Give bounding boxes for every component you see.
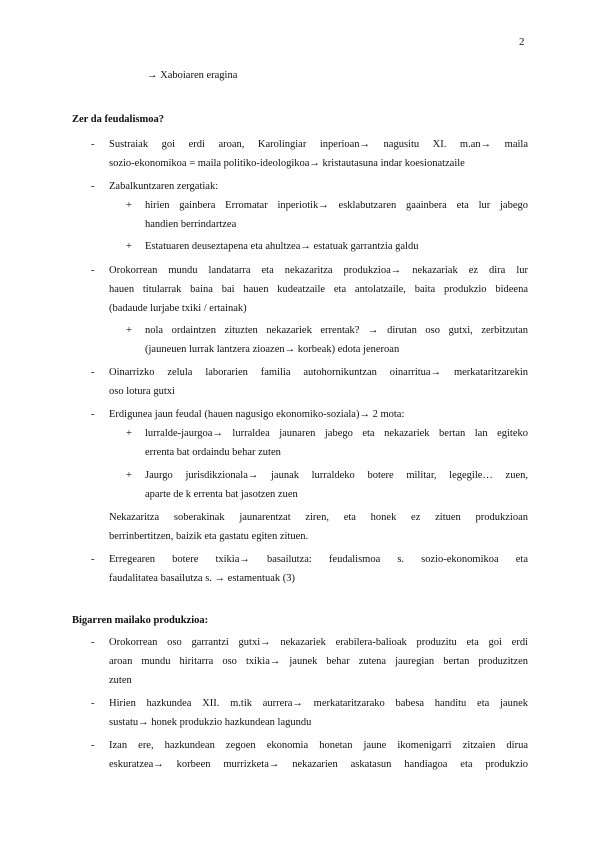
s1-b4-line1: Oinarrizko zelula laborarien familia autohornikuntzan oinarritua→ merkataritzarekin: [109, 367, 528, 378]
s1-b6-line2: faudalitatea basailutza s. → estamentuak (3): [109, 573, 296, 584]
dash-marker: -: [91, 139, 95, 150]
dash-marker: -: [91, 637, 95, 648]
page-number: 2: [519, 36, 525, 48]
s1-b3-line3: (badaude lurjabe txiki / ertainak): [109, 303, 247, 314]
plus-marker: +: [126, 325, 132, 336]
s1-b5s2-line2: aparte de k errenta bat jasotzen zuen: [145, 489, 298, 500]
dash-marker: -: [91, 265, 95, 276]
plus-marker: +: [126, 200, 132, 211]
dash-marker: -: [91, 698, 95, 709]
s1-b1-line2: sozio-ekonomikoa = maila politiko-ideologikoa→ kristautasuna indar koesionatzaile: [109, 158, 465, 169]
s2-b1-line3: zuten: [109, 675, 132, 686]
s1-para-line2: berrinbertitzen, baizik eta gastatu egiten zituen.: [109, 531, 309, 542]
s2-b3-line2: eskuratzea→ korbeen murrizketa→ nekazarien askatasun handiagoa eta produkzio: [109, 759, 528, 770]
s1-b3-line1: Orokorrean mundu landatarra eta nekazaritza produkzioa→ nekazariak ez dira lur: [109, 265, 528, 276]
s1-b2: Zabalkuntzaren zergatiak:: [109, 181, 219, 192]
s1-b3-line2: hauen titularrak baina bai hauen kudeatzaile eta antolatzaile, baita produkzio bideena: [109, 284, 528, 295]
s1-b3s1-line2: (jauneuen lurrak lantzera zioazen→ korbeak) edota jeneroan: [145, 344, 400, 355]
s1-para-line1: Nekazaritza soberakinak jaunarentzat ziren, eta honek ez zituen produkzioan: [109, 512, 528, 523]
s1-b4-line2: oso lotura gutxi: [109, 386, 175, 397]
s2-b2-line2: sustatu→ honek produkzio hazkundean lagundu: [109, 717, 312, 728]
s2-b3-line1: Izan ere, hazkundean zegoen ekonomia honetan jaune ikomenigarri zitzaien dirua: [109, 740, 528, 751]
s2-b1-line1: Orokorrean oso garrantzi gutxi→ nekazariek erabilera-balioak produzitu eta goi erdi: [109, 637, 528, 648]
s1-b5s1-line2: errenta bat ordaindu behar zuten: [145, 447, 281, 458]
s1-b2s1-line2: handien berrindartzea: [145, 219, 237, 230]
plus-marker: +: [126, 241, 132, 252]
dash-marker: -: [91, 554, 95, 565]
s2-b2-line1: Hirien hazkundea XII. m.tik aurrera→ merkataritzarako babesa handitu eta jaunek: [109, 698, 528, 709]
s1-b2s2: Estatuaren deuseztapena eta ahultzea→ estatuak garrantzia galdu: [145, 241, 419, 252]
s1-b5s1-line1: lurralde-jaurgoa→ lurraldea jaunaren jabego eta nekazariek bertan lan egiteko: [145, 428, 528, 439]
plus-marker: +: [126, 428, 132, 439]
dash-marker: -: [91, 181, 95, 192]
dash-marker: -: [91, 409, 95, 420]
dash-marker: -: [91, 740, 95, 751]
dash-marker: -: [91, 367, 95, 378]
s1-b1-line1: Sustraiak goi erdi aroan, Karolingiar inperioan→ nagusitu XI. m.an→ maila: [109, 139, 528, 150]
intro-line: → Xaboiaren eragina: [147, 70, 238, 81]
section1-title: Zer da feudalismoa?: [72, 114, 164, 125]
section2-title: Bigarren mailako produkzioa:: [72, 615, 209, 626]
plus-marker: +: [126, 470, 132, 481]
s1-b3s1-line1: nola ordaintzen zituzten nekazariek errentak? → dirutan oso gutxi, zerbitzutan: [145, 325, 528, 336]
s1-b5: Erdigunea jaun feudal (hauen nagusigo ekonomiko-soziala)→ 2 mota:: [109, 409, 405, 420]
s1-b2s1-line1: hirien gainbera Erromatar inperiotik→ esklabutzaren gaainbera eta lur jabego: [145, 200, 528, 211]
s2-b1-line2: aroan mundu hiritarra oso txikia→ jaunek behar zutena jauregian bertan produzitzen: [109, 656, 528, 667]
s1-b5s2-line1: Jaurgo jurisdikzionala→ jaunak lurraldeko botere militar, legegile… zuen,: [145, 470, 528, 481]
s1-b6-line1: Erregearen botere txikia→ basailutza: feudalismoa s. sozio-ekonomikoa eta: [109, 554, 528, 565]
